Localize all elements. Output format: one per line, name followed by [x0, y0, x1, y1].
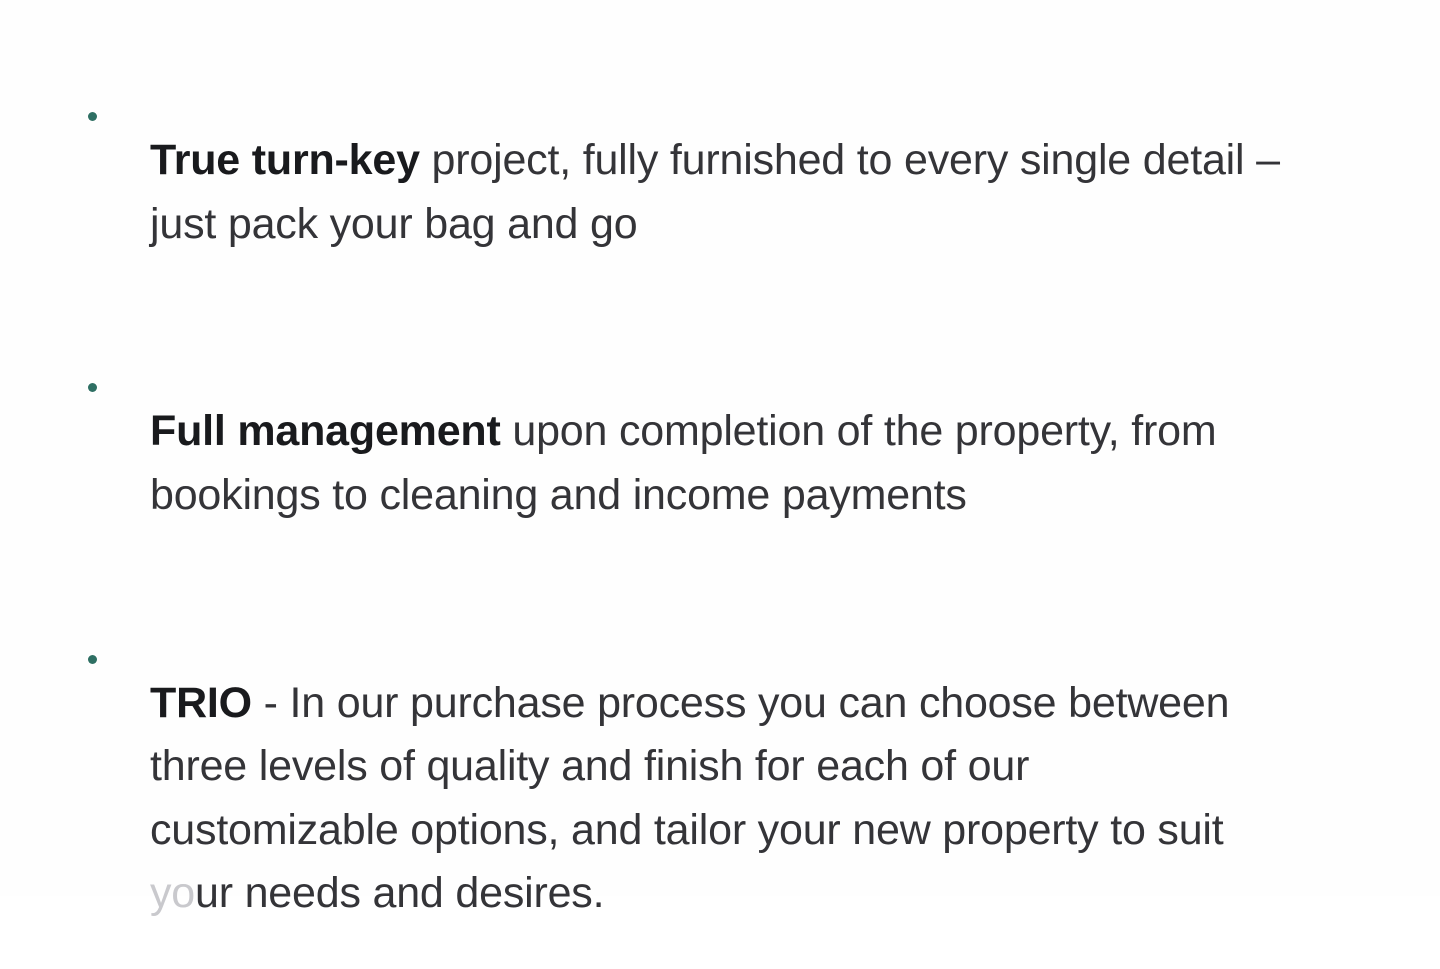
- bullet-lead: Full management: [150, 407, 501, 455]
- bullet-list: [88, 86, 1360, 969]
- bullet-rest: project, fully furnished to every single detail – just pack your bag and go: [150, 136, 1280, 248]
- bullet-lead: True turn-key: [150, 136, 420, 184]
- bullet-text: [150, 129, 1340, 256]
- bullet-dot-icon: [88, 86, 150, 121]
- bullet-rest: - In our purchase process you can choose between three levels of quality and finish for each of our customizable options, and tailor your new property to suit: [150, 679, 1229, 854]
- bullet-lead: TRIO: [150, 679, 252, 727]
- bullet-text: [150, 400, 1240, 527]
- obscured-text: yo: [150, 869, 195, 917]
- bullet-text: [150, 672, 1280, 927]
- bullet-rest: upon completion of the property, from bookings to cleaning and income payments: [150, 407, 1216, 519]
- bullet-dot-icon: [88, 357, 150, 392]
- list-item: [88, 629, 1360, 969]
- list-item: [88, 86, 1360, 299]
- bullet-tail: ur needs and desires.: [195, 869, 604, 917]
- bullet-dot-icon: [88, 629, 150, 664]
- list-item: [88, 357, 1360, 570]
